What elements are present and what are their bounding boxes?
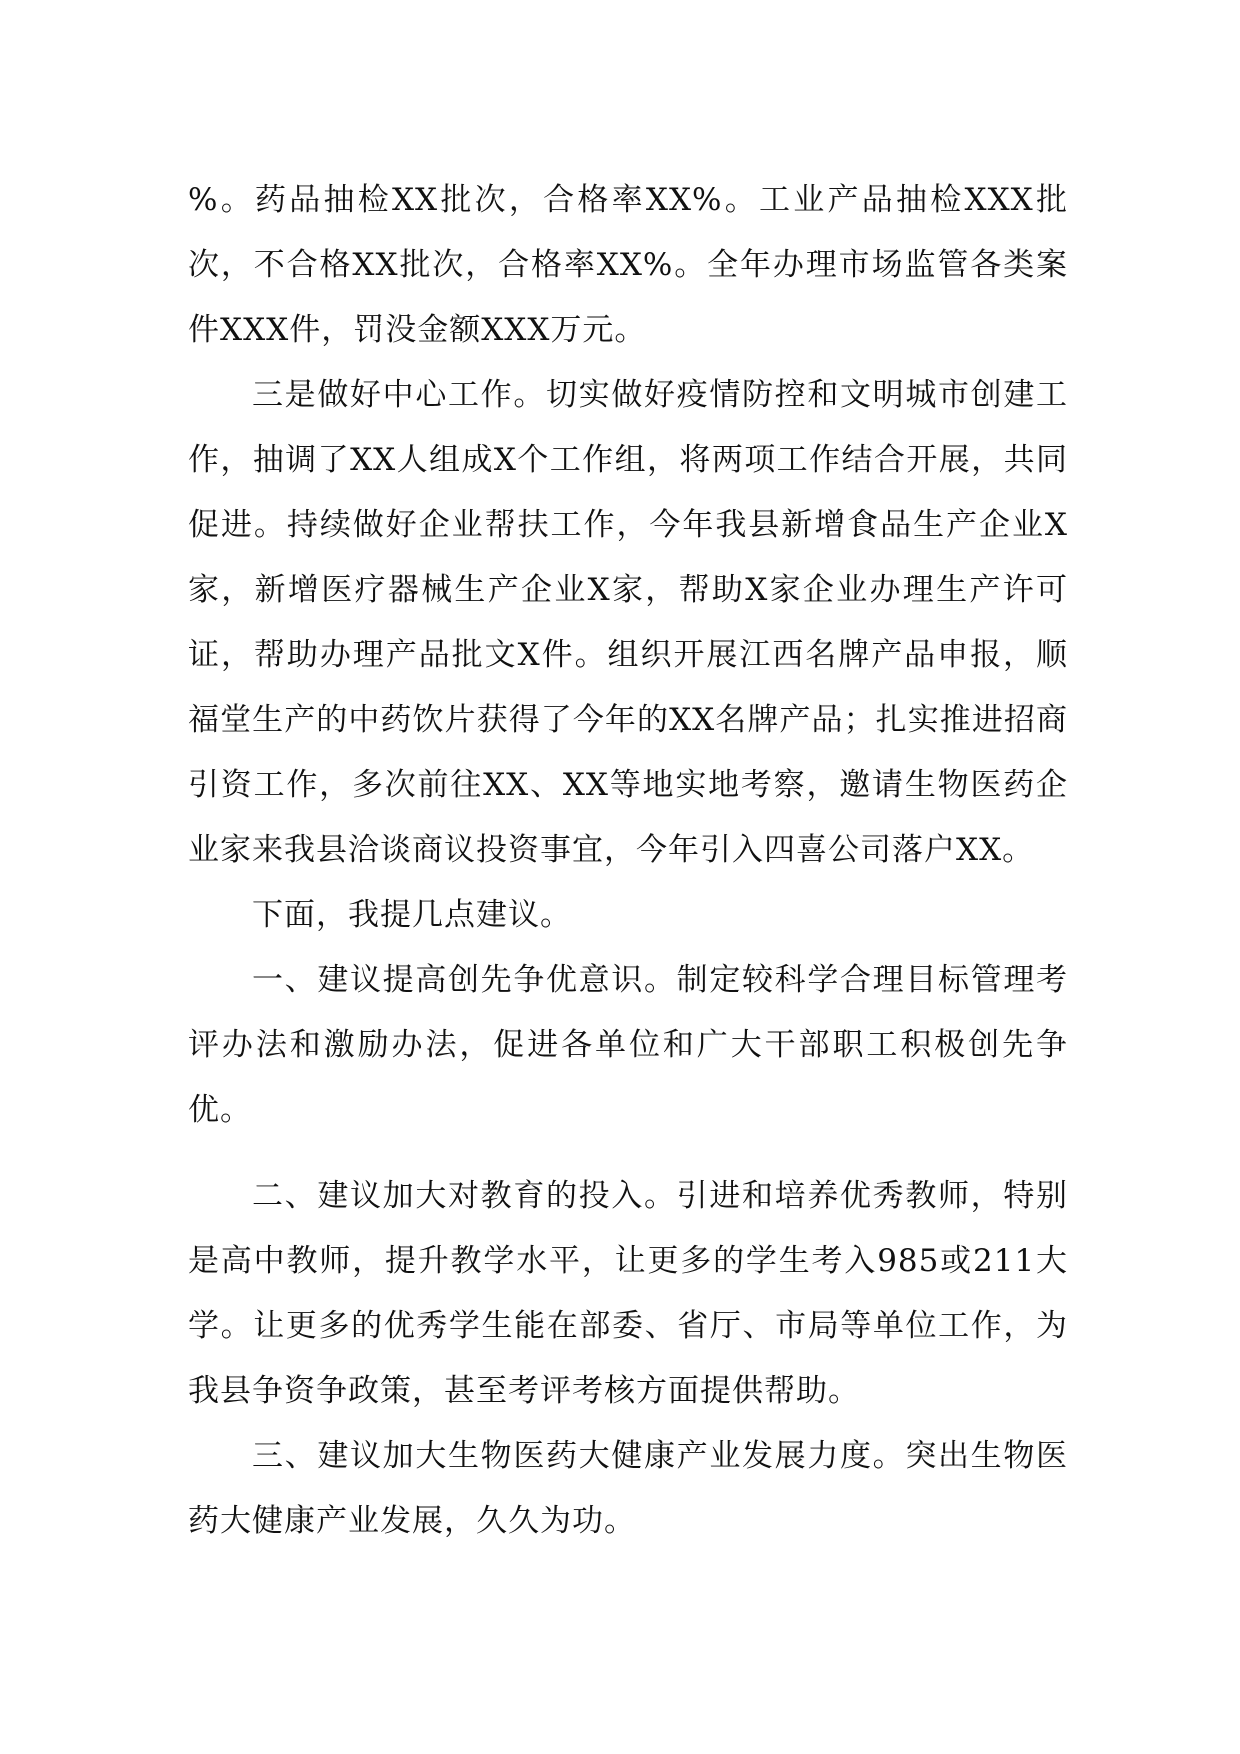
paragraph-suggestions-intro: 下面，我提几点建议。 — [252, 897, 572, 933]
paragraph-central-work: 三是做好中心工作。切实做好疫情防控和文明城市创建工作，抽调了XX人组成X个工作组，将两项工作结合开展，共同促进。持续做好企业帮扶工作，今年我县新增食品生产企业X家，新增医疗器械生产企业X家，帮助X家企业办理生产许可证，帮助办理产品批文X件。组织开展江西名牌产品申报，顺福堂生产的中药饮片获得了今年的XX名牌产品；扎实推进招商引资工作，多次前往XX、XX等地实地考察，邀请生物医药企业家来我县洽谈商议投资事宜，今年引入四喜公司落户XX。 — [188, 377, 1068, 868]
paragraph-continuation: %。药品抽检XX批次，合格率XX%。工业产品抽检XXX批次，不合格XX批次，合格率XX%。全年办理市场监管各类案件XXX件，罚没金额XXX万元。 — [188, 182, 1068, 348]
paragraph-suggestion-3: 三、建议加大生物医药大健康产业发展力度。突出生物医药大健康产业发展，久久为功。 — [188, 1438, 1068, 1539]
paragraph-suggestion-2: 二、建议加大对教育的投入。引进和培养优秀教师，特别是高中教师，提升教学水平，让更多的学生考入985或211大学。让更多的优秀学生能在部委、省厅、市局等单位工作，为我县争资争政策，甚至考评考核方面提供帮助。 — [188, 1178, 1068, 1409]
paragraph-suggestion-1: 一、建议提高创先争优意识。制定较科学合理目标管理考评办法和激励办法，促进各单位和广大干部职工积极创先争优。 — [188, 962, 1068, 1128]
document-body — [188, 168, 1068, 1554]
